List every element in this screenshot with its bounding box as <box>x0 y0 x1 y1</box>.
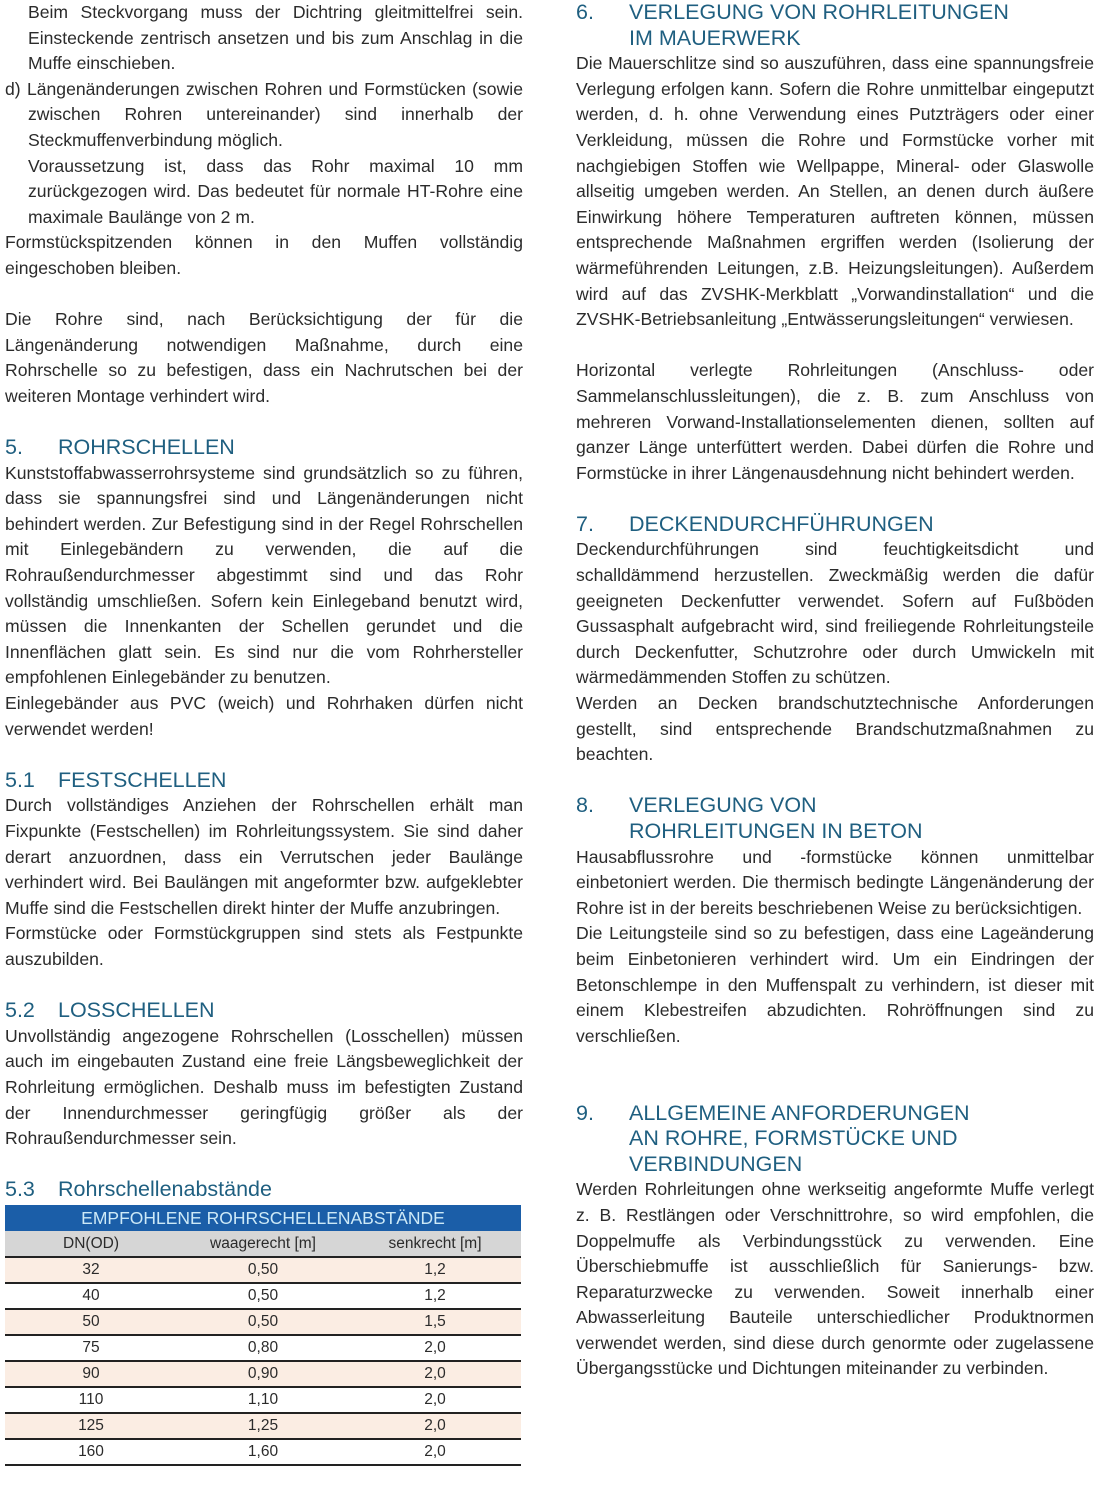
paragraph-formstueckspitzenden: Formstückspitzenden können in den Muffen vollständig eingeschoben bleiben. <box>5 232 523 278</box>
cell-horizontal: 1,25 <box>247 1416 279 1434</box>
left-column <box>5 0 523 1466</box>
table-row <box>5 1440 521 1466</box>
section-number: 9. <box>576 1100 594 1125</box>
cell-horizontal: 1,60 <box>247 1442 279 1460</box>
section-title: FESTSCHELLEN <box>58 767 227 792</box>
section-heading-9 <box>576 1101 1094 1178</box>
section-number: 7. <box>576 511 594 536</box>
cell-vertical: 2,0 <box>424 1416 446 1434</box>
section-heading-5-1 <box>5 768 523 794</box>
list-item-d: d) Längenänderungen zwischen Rohren und Formstücken (sowie zwischen Rohren untereinander) sind innerhalb der Steckmuffenverbindung möglich. <box>5 78 523 150</box>
section-number: 5.1 <box>5 767 35 792</box>
table-row <box>5 1336 521 1362</box>
cell-dn: 90 <box>82 1364 100 1382</box>
cell-vertical: 2,0 <box>424 1364 446 1382</box>
cell-vertical: 1,2 <box>424 1260 446 1278</box>
section-heading-6 <box>576 0 1094 51</box>
section-title-line: ALLGEMEINE ANFORDERUNGEN <box>629 1100 970 1125</box>
section-heading-8 <box>576 793 1094 844</box>
cell-dn: 160 <box>78 1442 104 1460</box>
cell-dn: 110 <box>78 1390 104 1408</box>
section-number: 6. <box>576 0 594 24</box>
paragraph-beton-1: Hausabflussrohre und -formstücke können unmittelbar einbetoniert werden. Die thermisch bedingte Längenänderung der Rohre ist in der bereits beschriebenen Weise zu berücksichtigen. <box>576 846 1094 918</box>
section-title-line: AN ROHRE, FORMSTÜCKE UND <box>629 1126 958 1151</box>
cell-horizontal: 0,80 <box>247 1338 279 1356</box>
column-header-horizontal: waagerecht [m] <box>210 1234 316 1252</box>
cell-vertical: 2,0 <box>424 1390 446 1408</box>
section-heading-7 <box>576 512 1094 538</box>
section-title-line: IM MAUERWERK <box>629 25 801 50</box>
paragraph-voraussetzung: Voraussetzung ist, dass das Rohr maximal 10 mm zurückgezogen wird. Das bedeutet für normale HT-Rohre eine maximale Baulänge von 2 m. <box>28 155 523 227</box>
cell-horizontal: 0,50 <box>247 1312 279 1330</box>
paragraph-mauerwerk-1: Die Mauerschlitze sind so auszuführen, dass eine spannungsfreie Verlegung erfolgen kann. Sofern die Rohre unmittelbar eingeputzt werden, d. h. ohne Verwendung eines Putzträgers oder einer Verkleidung, müssen die Rohre und Formstücke vorher mit nachgiebigen Stoffen wie Wellpappe, Mineral- oder Glaswolle allseitig umgeben werden. An Stellen, an denen durch äußere Einwirkung höhere Temperaturen auftreten können, müssen entsprechende Maßnahmen ergriffen werden (Isolierung der wärmeführenden Leitungen, z.B. Heizungsleitungen). Außerdem wird auf das ZVSHK-Merkblatt „Vorwandinstallation“ und die ZVSHK-Betriebsanleitung „Entwässerungsleitungen“ verwiesen. <box>576 53 1094 330</box>
paragraph-decken-2: Werden an Decken brandschutztechnische Anforderungen gestellt, sind entsprechende Brandschutzmaßnahmen zu beachten. <box>576 693 1094 765</box>
cell-horizontal: 0,90 <box>247 1364 279 1382</box>
cell-dn: 75 <box>82 1338 100 1356</box>
cell-horizontal: 1,10 <box>247 1390 279 1408</box>
cell-vertical: 2,0 <box>424 1338 446 1356</box>
table-row <box>5 1388 521 1414</box>
table-row <box>5 1414 521 1440</box>
column-header-vertical: senkrecht [m] <box>388 1234 482 1252</box>
paragraph-rohre-befestigen: Die Rohre sind, nach Berücksichtigung der für die Längenänderung notwendigen Maßnahme, durch eine Rohrschelle so zu befestigen, dass ein Nachrutschen bei der weiteren Montage verhindert wird. <box>5 309 523 406</box>
paragraph-rohrschellen-1: Kunststoffabwasserrohrsysteme sind grundsätzlich so zu führen, dass sie spannungsfrei sind und Längenänderungen nicht behindert werden. Zur Befestigung sind in der Regel Rohrschellen mit Einlegebändern zu verwenden, die auf die Rohraußendurchmesser abgestimmt sind und das Rohr vollständig umschließen. Sofern kein Einlegeband benutzt wird, müssen die Innenkanten der Schellen gerundet und die Innenflächen glatt sein. Es sind nur die vom Rohrhersteller empfohlenen Einlegebänder zu benutzen. <box>5 462 523 688</box>
cell-horizontal: 0,50 <box>247 1286 279 1304</box>
section-title: ROHRSCHELLEN <box>58 435 235 460</box>
section-number: 8. <box>576 793 594 818</box>
cell-horizontal: 0,50 <box>247 1260 279 1278</box>
paragraph-steckvorgang: Beim Steckvorgang muss der Dichtring gleitmittelfrei sein. Einsteckende zentrisch ansetzen und bis zum Anschlag in die Muffe einschieben. <box>28 2 523 74</box>
section-title: Rohrschellenabstände <box>58 1177 272 1202</box>
section-number: 5.3 <box>5 1177 35 1202</box>
table-body <box>5 1258 521 1466</box>
section-title: DECKENDURCHFÜHRUNGEN <box>629 511 934 536</box>
section-title <box>629 0 1094 51</box>
cell-dn: 50 <box>82 1312 100 1330</box>
cell-dn: 32 <box>82 1260 100 1278</box>
paragraph-mauerwerk-2: Horizontal verlegte Rohrleitungen (Anschluss- oder Sammelanschlussleitungen), die z. B. zum Anschluss von mehreren Vorwand-Installationselementen dienen, sollten auf ganzer Länge unterfüttert werden. Dabei dürfen die Rohre und Formstücke in ihrer Längenausdehnung nicht behindert werden. <box>576 360 1094 483</box>
cell-vertical: 1,2 <box>424 1286 446 1304</box>
paragraph-losschellen: Unvollständig angezogene Rohrschellen (Losschellen) müssen auch im eingebauten Zustand eine freie Längsbeweglichkeit der Rohrleitung ermöglichen. Deshalb muss im befestigten Zustand der Innendurchmesser geringfügig größer als der Rohraußendurchmesser sein. <box>5 1025 523 1149</box>
section-number: 5. <box>5 435 23 460</box>
section-title-line: VERLEGUNG VON ROHRLEITUNGEN <box>629 0 1009 24</box>
table-header-row <box>5 1231 521 1258</box>
section-heading-5 <box>5 435 523 461</box>
table-row <box>5 1362 521 1388</box>
section-title <box>629 793 1094 844</box>
paragraph-festschellen-2: Formstücke oder Formstückgruppen sind stets als Festpunkte auszubilden. <box>5 923 523 969</box>
column-header-dn: DN(OD) <box>63 1234 119 1252</box>
right-column <box>576 0 1094 1382</box>
section-title: LOSSCHELLEN <box>58 998 215 1023</box>
paragraph-beton-2: Die Leitungsteile sind so zu befestigen, dass eine Lageänderung beim Einbetonieren verhindert wird. Um ein Eindringen der Betonschlempe in den Muffenspalt zu verhindern, ist dieser mit einem Klebestreifen abzudichten. Rohröffnungen sind zu verschließen. <box>576 923 1094 1046</box>
section-heading-5-2 <box>5 998 523 1024</box>
cell-vertical: 1,5 <box>424 1312 446 1330</box>
section-title <box>629 1101 1094 1178</box>
cell-vertical: 2,0 <box>424 1442 446 1460</box>
paragraph-anforderungen: Werden Rohrleitungen ohne werkseitig angeformte Muffe verlegt z. B. Restlängen oder Verschnittrohre, so wird empfohlen, die Doppelmuffe als Verbindungsstück zu verwenden. Eine Überschiebmuffe ist ausschließlich für Sanierungs- bzw. Reparaturzwecke zu verwenden. Soweit innerhalb einer Abwasserleitung Bauteile unterschiedlicher Produktnormen verwendet werden, sind diese durch genormte oder zugelassene Übergangsstücke und Dichtungen miteinander zu verbinden. <box>576 1179 1094 1379</box>
section-title-line: VERLEGUNG VON <box>629 793 817 818</box>
table-row <box>5 1284 521 1310</box>
table-caption: EMPFOHLENE ROHRSCHELLENABSTÄNDE <box>5 1205 521 1231</box>
table-row <box>5 1258 521 1284</box>
section-title-line: ROHRLEITUNGEN IN BETON <box>629 819 923 843</box>
table-row <box>5 1310 521 1336</box>
cell-dn: 40 <box>82 1286 100 1304</box>
section-heading-5-3 <box>5 1177 523 1203</box>
section-title-line: VERBINDUNGEN <box>629 1151 803 1176</box>
section-number: 5.2 <box>5 998 35 1023</box>
pipe-clamp-distance-table <box>5 1205 521 1466</box>
cell-dn: 125 <box>78 1416 104 1434</box>
paragraph-decken-1: Deckendurchführungen sind feuchtigkeitsdicht und schalldämmend herzustellen. Zweckmäßig werden die dafür geeigneten Deckenfutter verwendet. Sofern auf Fußböden Gussasphalt aufgebracht wird, sind freiliegende Rohrleitungsteile durch Deckenfutter, Schutzrohre oder durch Umwickeln mit wärmedämmenden Stoffen zu schützen. <box>576 539 1094 688</box>
paragraph-festschellen-1: Durch vollständiges Anziehen der Rohrschellen erhält man Fixpunkte (Festschellen) im Rohrleitungssystem. Sie sind daher derart anzuordnen, dass ein Verrutschen jeder Baulänge verhindert wird. Bei Baulängen mit angeformter bzw. aufgeklebter Muffe sind die Festschellen direkt hinter der Muffe anzubringen. <box>5 795 523 918</box>
paragraph-rohrschellen-2: Einlegebänder aus PVC (weich) und Rohrhaken dürfen nicht verwendet werden! <box>5 693 523 739</box>
